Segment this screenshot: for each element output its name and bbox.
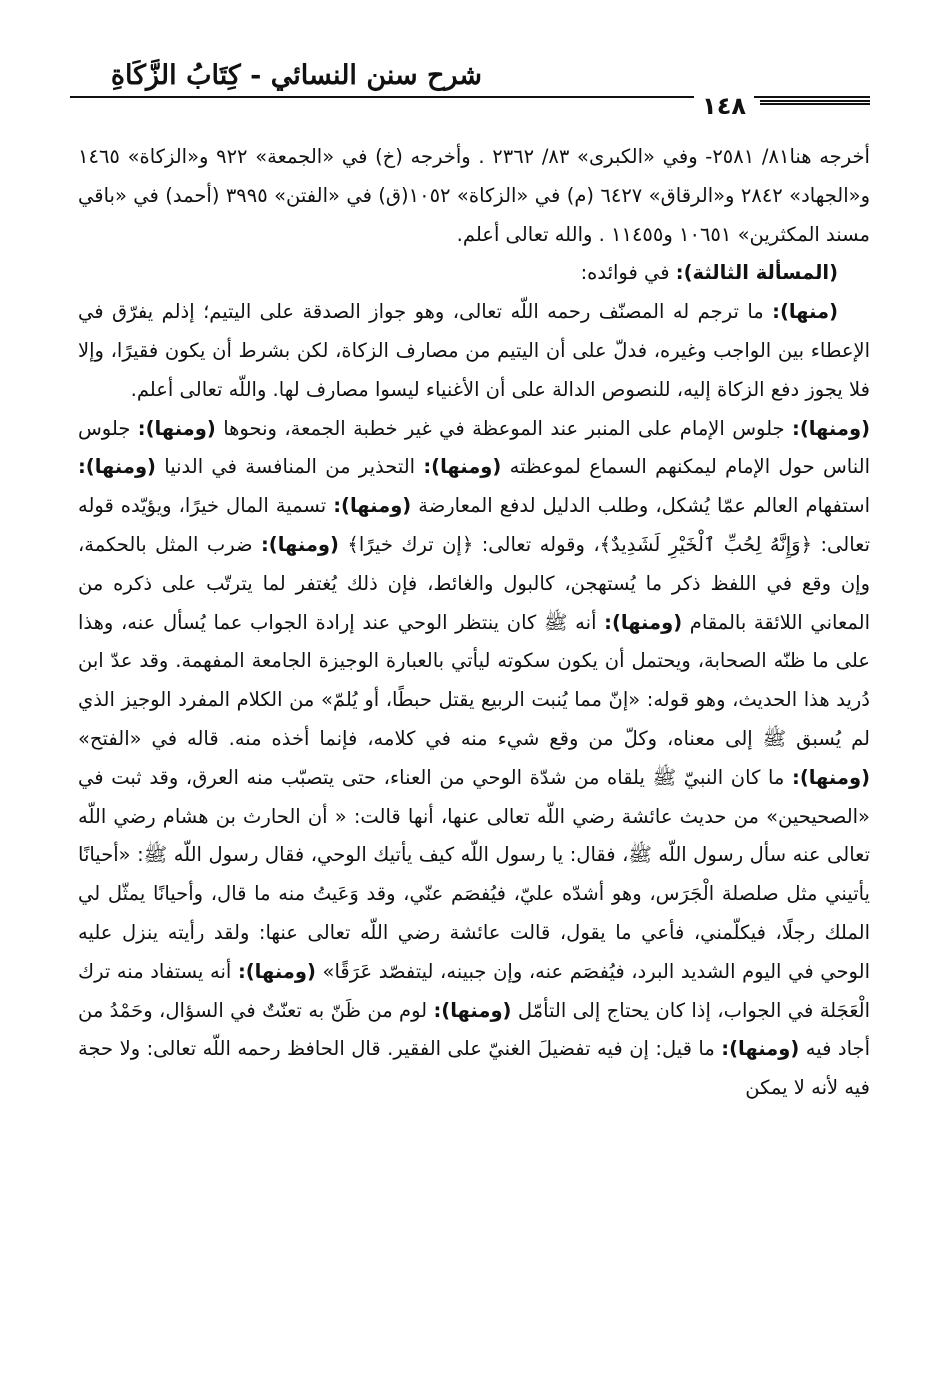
benefit-text: استفهام العالم عمّا يُشكل، وطلب الدليل لدفع المعارضة (411, 494, 870, 518)
paragraph-benefit-first (78, 293, 870, 409)
benefit-text: أنه يستفاد منه ترك الْعَجَلة في الجواب، إذا كان يحتاج إلى التأمّل (78, 959, 870, 1022)
benefit-text: جلوس الإمام على المنبر عند الموعظة في غير خطبة الجمعة، ونحوها (215, 416, 793, 440)
benefit-lead: (ومنها): (237, 959, 316, 983)
benefit-lead: (منها): (772, 300, 838, 324)
benefit-lead: (ومنها): (333, 494, 412, 518)
benefit-lead: (ومنها): (604, 610, 683, 634)
section-heading: (المسألة الثالثة): (675, 261, 838, 285)
benefit-text: ما كان النبيّ ﷺ يلقاه من شدّة الوحي من العناء، حتى يتصبّب منه العرق، وقد ثبت في «الصحيحين» من حديث عائشة رضي اللّه تعالى عنها، أنها قالت: « أن الحارث بن هشام رضي اللّه تعالى عنه سأل رسول اللّه ﷺ، فقال: يا رسول اللّه كيف يأتيك الوحي، فقال رسول اللّه ﷺ: «أحيانًا يأتيني مثل صلصلة الْجَرَس، وهو أشدّه عليّ، فيُفصَم عنّي، وقد وَعَيتُ منه ما قال، وأحيانًا يمثّل لي الملك رجلًا، فيكلّمني، فأعي ما يقول، قالت عائشة رضي اللّه تعالى عنها: ولقد رأيته ينزل عليه الوحي في اليوم الشديد البرد، فيُفصَم عنه، وإن جبينه، ليتفصّد عَرَقًا» (78, 765, 870, 983)
running-title: شرح سنن النسائي - كِتَابُ الزَّكَاةِ (110, 60, 482, 91)
paragraph-section-heading (78, 254, 870, 293)
benefit-lead: (ومنها): (433, 998, 512, 1022)
benefit-lead: (ومنها): (792, 765, 870, 789)
page-number: ١٤٨ (694, 92, 754, 120)
benefit-text: ما قيل: إن فيه تفضيلَ الغنيّ على الفقير. قال الحافظ رحمه اللّه تعالى: ولا حجة فيه لأنه لا يمكن (78, 1037, 870, 1100)
header-double-rule (760, 100, 870, 115)
main-text (78, 138, 870, 1318)
benefit-lead: (ومنها): (260, 532, 339, 556)
benefit-lead: (ومنها): (792, 416, 870, 440)
benefit-text: تسمية المال خيرًا، ويؤيّده قوله تعالى: ﴿وَإِنَّهُ لِحُبِّ ٱلْخَيْرِ لَشَدِيدٌ﴾، وقوله تعالى: ﴿إن ترك خيرًا﴾ (78, 494, 870, 556)
benefit-lead: (ومنها): (423, 455, 502, 479)
benefit-text: ضرب المثل بالحكمة، وإن وقع في اللفظ ذكر ما يُستهجن، كالبول والغائط، فإن ذلك يُغتفر لما يترتّب على ذكره من المعاني اللائقة بالمقام (78, 532, 870, 634)
benefit-lead: (ومنها): (137, 416, 216, 440)
benefit-lead: (ومنها): (721, 1037, 800, 1061)
section-heading-rest: في فوائده: (580, 261, 676, 285)
benefit-lead: (ومنها): (78, 455, 156, 479)
citation-text: أخرجه هنا٨١/ ٢٥٨١- وفي «الكبرى» ٨٣/ ٢٣٦٢ . وأخرجه (خ) في «الجمعة» ٩٢٢ و«الزكاة» ١٤٦٥ و«الجهاد» ٢٨٤٢ و«الرقاق» ٦٤٢٧ (م) في «الزكاة» ١٠٥٢(ق) في «الفتن» ٣٩٩٥ (أحمد) في «باقي مسند المكثرين» ١٠٦٥١ و١١٤٥٥ . والله تعالى أعلم. (78, 145, 870, 246)
benefit-text: أنه ﷺ كان ينتظر الوحي عند إرادة الجواب عما يُسأل عنه، وهذا على ما ظنّه الصحابة، ويحتمل أن يكون سكوته ليأتي بالعبارة الوجيزة الجامعة المفهمة. وقد عدّ ابن دُريد هذا الحديث، وهو قوله: «إنّ مما يُنبت الربيع يقتل حبطًا، أو يُلمّ» من الكلام المفرد الوجيز الذي لم يُسبق ﷺ إلى معناه، وكلّ من وقع شيء منه في كلامه، فإنما أخذه منه. قاله في «الفتح» (78, 610, 870, 750)
paragraph-citation (78, 138, 870, 254)
benefit-text: التحذير من المنافسة في الدنيا (155, 455, 424, 479)
benefit-text: لوم من ظَنّ به تعنّتٌ في السؤال، وحَمْدُ من أجاد فيه (78, 998, 870, 1061)
benefit-text: ما ترجم له المصنّف رحمه اللّه تعالى، وهو جواز الصدقة على اليتيم؛ إذلم يفرّق في الإعطاء بين الواجب وغيره، فدلّ على أن اليتيم من مصارف الزكاة، لكن بشرط أن يكون فقيرًا، وإلا فلا يجوز دفع الزكاة إليه، للنصوص الدالة على أن الأغنياء ليسوا مصارف لها. واللّه تعالى أعلم. (78, 300, 870, 401)
paragraph-benefits-list (78, 410, 870, 1108)
running-header (70, 48, 870, 128)
benefit-text: جلوس الناس حول الإمام ليمكنهم السماع لموعظته (78, 416, 870, 479)
